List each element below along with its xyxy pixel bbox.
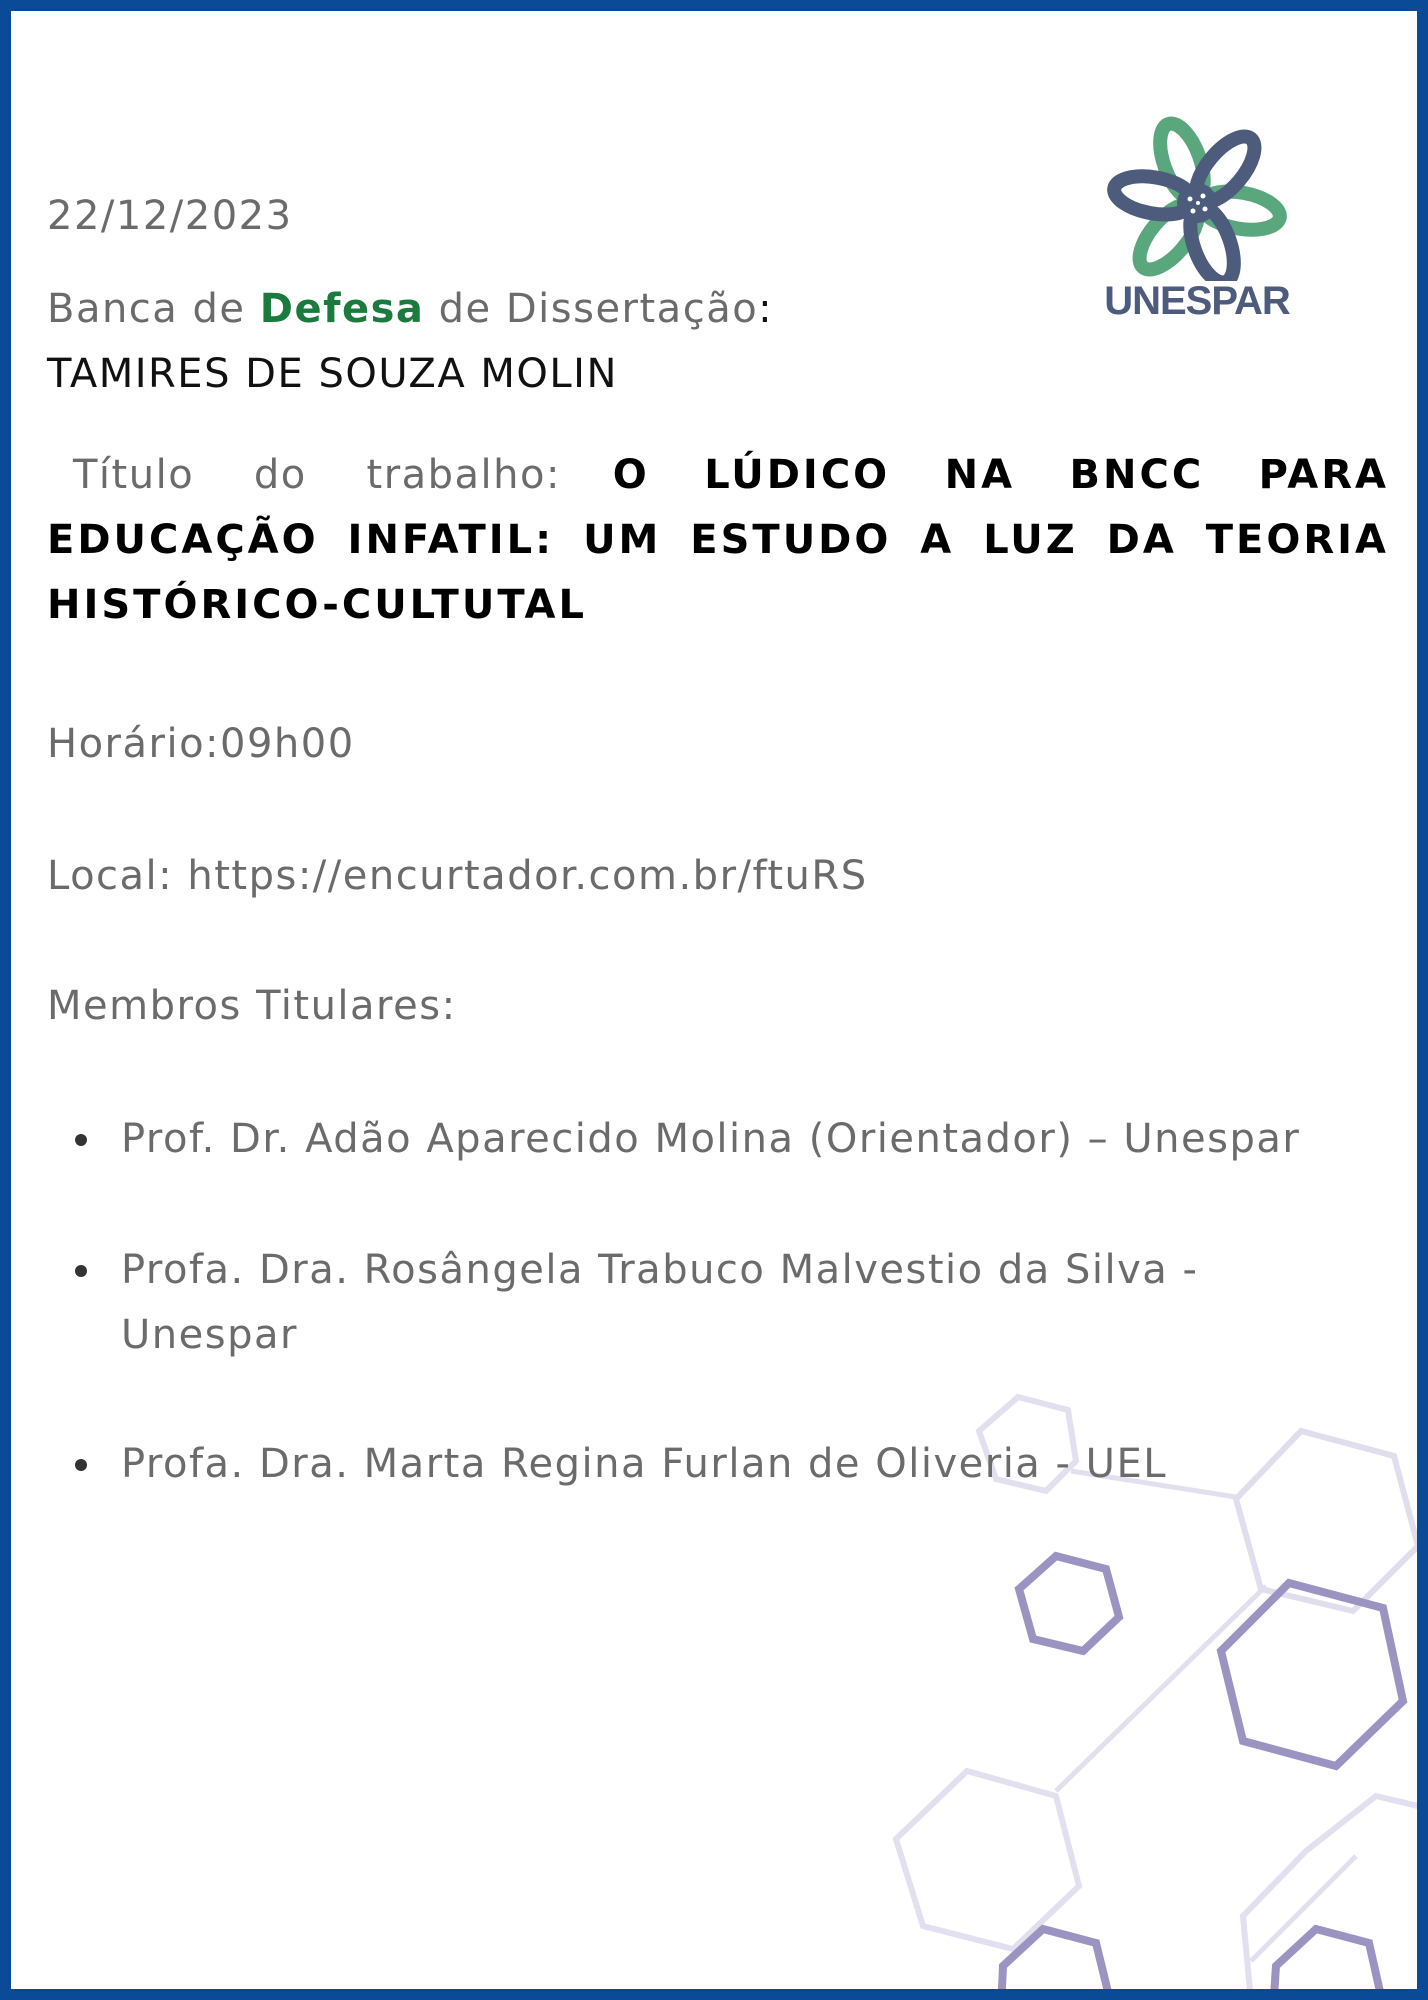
student-name: TAMIRES DE SOUZA MOLIN (47, 351, 618, 397)
logo-text: UNESPAR (1104, 279, 1290, 323)
banca-suffix: de Dissertação (424, 286, 759, 332)
bullet-icon (75, 1134, 87, 1146)
location: Local: https://encurtador.com.br/ftuRS (47, 853, 868, 899)
schedule: Horário:09h00 (47, 721, 355, 767)
banca-heading (47, 286, 1389, 332)
banca-prefix: Banca de (47, 286, 260, 332)
bullet-icon (75, 1459, 87, 1471)
list-item (47, 1107, 1347, 1172)
list-item (47, 1238, 1347, 1368)
list-item (47, 1432, 1347, 1497)
members-heading: Membros Titulares: (47, 983, 457, 1029)
work-title-label: Título do trabalho: (73, 452, 561, 498)
work-title-value: O LÚDICO NA BNCC PARA EDUCAÇÃO INFATIL: UM ESTUDO A LUZ DA TEORIA HISTÓRICO-CULTUTAL (47, 452, 1390, 628)
work-title (47, 443, 1389, 638)
members-list (47, 1107, 1347, 1563)
banca-accent: Defesa (259, 286, 425, 332)
member-name: Profa. Dra. Marta Regina Furlan de Oliveria - UEL (121, 1441, 1168, 1487)
bullet-icon (75, 1265, 87, 1277)
event-date: 22/12/2023 (47, 193, 293, 239)
banca-colon: : (758, 286, 774, 332)
member-name: Prof. Dr. Adão Aparecido Molina (Orientador) – Unespar (121, 1116, 1301, 1162)
member-name: Profa. Dra. Rosângela Trabuco Malvestio da Silva - Unespar (121, 1247, 1199, 1358)
